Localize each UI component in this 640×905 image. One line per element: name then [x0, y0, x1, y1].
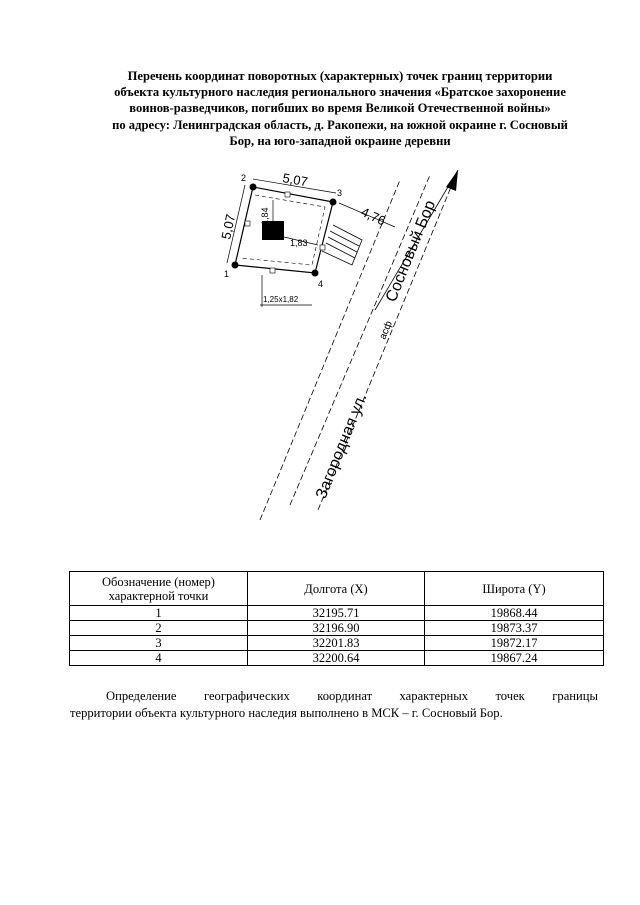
boundary-marker: [245, 221, 250, 226]
steps-outline: [322, 225, 362, 265]
table-row: [70, 606, 604, 621]
point-label: 3: [337, 188, 343, 198]
boundary-marker: [285, 192, 290, 197]
table-row: [70, 651, 604, 666]
note-line: территории объекта культурного наследия выполнено в МСК – г. Сосновый Бор.: [70, 706, 503, 720]
coordinates-table: [69, 571, 604, 666]
steps-line: [330, 231, 359, 246]
table-cell: 19872.17: [425, 636, 604, 651]
table-header: Долгота (X): [248, 572, 425, 606]
title-line: Бор, на юго-западной окраине деревни: [229, 133, 451, 148]
table-cell: 4: [70, 651, 248, 666]
boundary-point: [330, 199, 337, 206]
dim-label-horizontal: 1,83: [290, 238, 308, 248]
table-header: Обозначение (номер) характерной точки: [70, 572, 248, 606]
title-line: воинов-разведчиков, погибших во время Великой Отечественной войны»: [129, 101, 551, 116]
point-label: 2: [241, 173, 247, 183]
city-label: Сосновый Бор: [382, 198, 440, 305]
dim-label-left: 5,07: [218, 212, 239, 241]
boundary-point: [232, 262, 239, 269]
steps-line: [326, 243, 355, 258]
dim-label-top: 5,07: [281, 170, 310, 190]
table-header-row: [70, 572, 604, 606]
document-title: [70, 68, 610, 149]
boundary-point: [312, 270, 319, 277]
table-cell: 19867.24: [425, 651, 604, 666]
table-cell: 32200.64: [248, 651, 425, 666]
table-cell: 32196.90: [248, 621, 425, 636]
dim-label-right: 4,76: [358, 204, 389, 229]
table-cell: 19868.44: [425, 606, 604, 621]
title-line: объекта культурного наследия регионального значения «Братское захоронение: [114, 85, 566, 100]
dim-label-vertical: 1,84: [260, 207, 270, 225]
table-cell: 2: [70, 621, 248, 636]
table-row: [70, 621, 604, 636]
road-surface-label: асф: [377, 319, 395, 342]
boundary-marker: [270, 268, 275, 273]
street-label: Загородная ул.: [312, 391, 371, 502]
site-plan: [200, 165, 470, 525]
table-cell: 32195.71: [248, 606, 425, 621]
coordinate-system-note: [70, 688, 598, 722]
title-line: по адресу: Ленинградская область, д. Ракопежи, на южной окраине г. Сосновый: [112, 117, 568, 132]
boundary-point: [250, 184, 257, 191]
table-row: [70, 636, 604, 651]
table-cell: 3: [70, 636, 248, 651]
boundary-marker: [320, 245, 325, 250]
note-line: Определение географических координат характерных точек границы: [106, 689, 598, 703]
point-label: 1: [224, 269, 230, 279]
table-cell: 32201.83: [248, 636, 425, 651]
steps-line: [328, 237, 357, 252]
road-edge-line: [290, 175, 430, 505]
table-header: Широта (Y): [425, 572, 604, 606]
point-label: 4: [318, 279, 324, 289]
table-cell: 1: [70, 606, 248, 621]
table-cell: 19873.37: [425, 621, 604, 636]
title-line: Перечень координат поворотных (характерных) точек границ территории: [127, 69, 553, 83]
monument-size-label: 1,25х1,82: [263, 295, 299, 304]
